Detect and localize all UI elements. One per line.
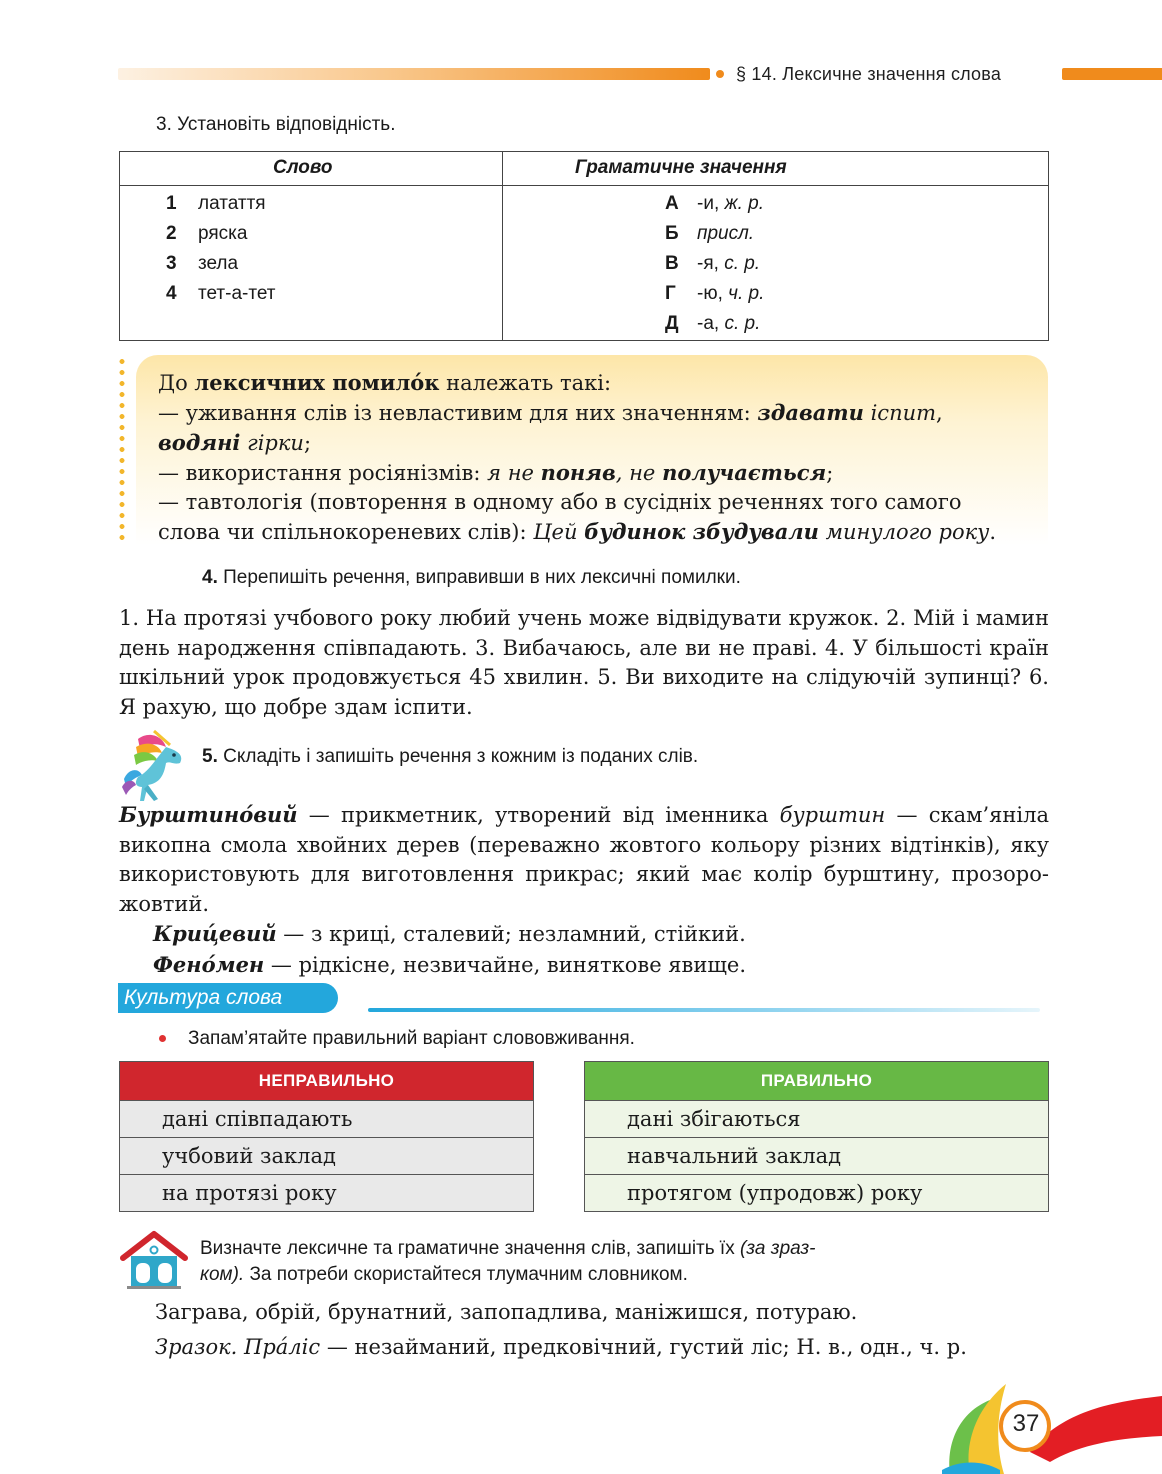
- table-column-divider: [502, 151, 503, 341]
- word-row: 4 тет-а-тет: [166, 283, 276, 304]
- task5-instruction: 5. Складіть і запишіть речення з кожним із поданих слів.: [202, 746, 699, 767]
- header-dot-icon: [716, 70, 724, 78]
- meaning-row: Г -ю, ч. р.: [665, 283, 765, 304]
- home-task-instruction: Визначте лексичне та граматичне значення слів, запишіть їх (за зраз- ком). За потреби скористайтеся тлумачним словником.: [200, 1238, 816, 1285]
- wrong-table-header: НЕПРАВИЛЬНО: [120, 1062, 533, 1100]
- column-header-word: Слово: [273, 157, 333, 178]
- task3-instruction: 3. Установіть відповідність.: [156, 114, 396, 135]
- bullet-icon: [159, 1035, 166, 1042]
- word-row: 1 латаття: [166, 193, 266, 214]
- home-task-icon: [119, 1230, 189, 1290]
- dotted-border-decoration: [118, 356, 126, 546]
- page-number: 37: [1012, 1410, 1040, 1437]
- meaning-row: Д -а, с. р.: [665, 313, 761, 334]
- home-task-example: Зразок. Пра́ліс — незайманий, предковічний, густий ліс; Н. в., одн., ч. р.: [155, 1335, 967, 1359]
- column-header-meaning: Граматичне значення: [575, 157, 787, 178]
- culture-section-line: [368, 1008, 1040, 1012]
- word-row: 3 зела: [166, 253, 239, 274]
- table-row: дані співпадають: [120, 1100, 533, 1137]
- table-row: на протязі року: [120, 1174, 533, 1211]
- word-row: 2 ряска: [166, 223, 248, 244]
- meaning-row: Б присл.: [665, 223, 755, 244]
- right-usage-table: [584, 1061, 1049, 1212]
- page-corner-decoration: [940, 1372, 1162, 1474]
- meaning-row: В -я, с. р.: [665, 253, 761, 274]
- culture-section-tab: Культура слова: [118, 983, 338, 1013]
- right-table-header: ПРАВИЛЬНО: [585, 1062, 1048, 1100]
- table-row: протягом (упродовж) року: [585, 1174, 1048, 1211]
- table-header-divider: [119, 185, 1049, 186]
- header-right-bar: [1062, 68, 1162, 80]
- table-row: дані збігаються: [585, 1100, 1048, 1137]
- task4-sentences: 1. На протязі учбового року любий учень може відвідувати кружок. 2. Мій і мамин день народження співпадають. 3. Вибачаюсь, але ви не праві. 4. У більшості країн шкільний урок продовжується 45 хвилин. 5. Ви виходите на слідуючій зупинці? 6. Я рахую, що добре здам іспити.: [119, 606, 1049, 719]
- culture-instruction: Запам’ятайте правильний варіант слововживання.: [188, 1028, 635, 1049]
- header-gradient-bar: [118, 68, 710, 80]
- table-row: учбовий заклад: [120, 1137, 533, 1174]
- home-task-words: Заграва, обрій, брунатний, запопадлива, маніжишся, потураю.: [155, 1300, 858, 1324]
- unicorn-icon: [118, 725, 196, 809]
- meaning-row: А -и, ж. р.: [665, 193, 764, 214]
- page-header-title: § 14. Лексичне значення слова: [736, 64, 1002, 84]
- task5-definitions: Бурштино́вий — прикметник, утворений від іменника бурштин — скам’яніла викопна смола хвойних дерев (переважно жовтого кольору різних відтінків), яку використовують для виготовлення прикрас; який має колір бурштину, прозоро-жовтий. Криц́евий — з криці, сталевий; незламний, стійкий. Фено́мен — рідкісне, незвичайне, виняткове явище.: [119, 802, 1049, 977]
- table-row: навчальний заклад: [585, 1137, 1048, 1174]
- wrong-usage-table: [119, 1061, 534, 1212]
- task4-instruction: 4. Перепишіть речення, виправивши в них лексичні помилки.: [202, 567, 741, 588]
- rule-text: До лексичних помило́к належать такі: — уживання слів із невластивим для них значенням: здавати іспит, водяні гірки; — використання росіянізмів: я не поняв, не получається; — тавтологія (повторення в одному або в сусідніх реченнях того самого слова чи спільнокореневих слів): Цей будинок збудували минулого року.: [158, 370, 997, 544]
